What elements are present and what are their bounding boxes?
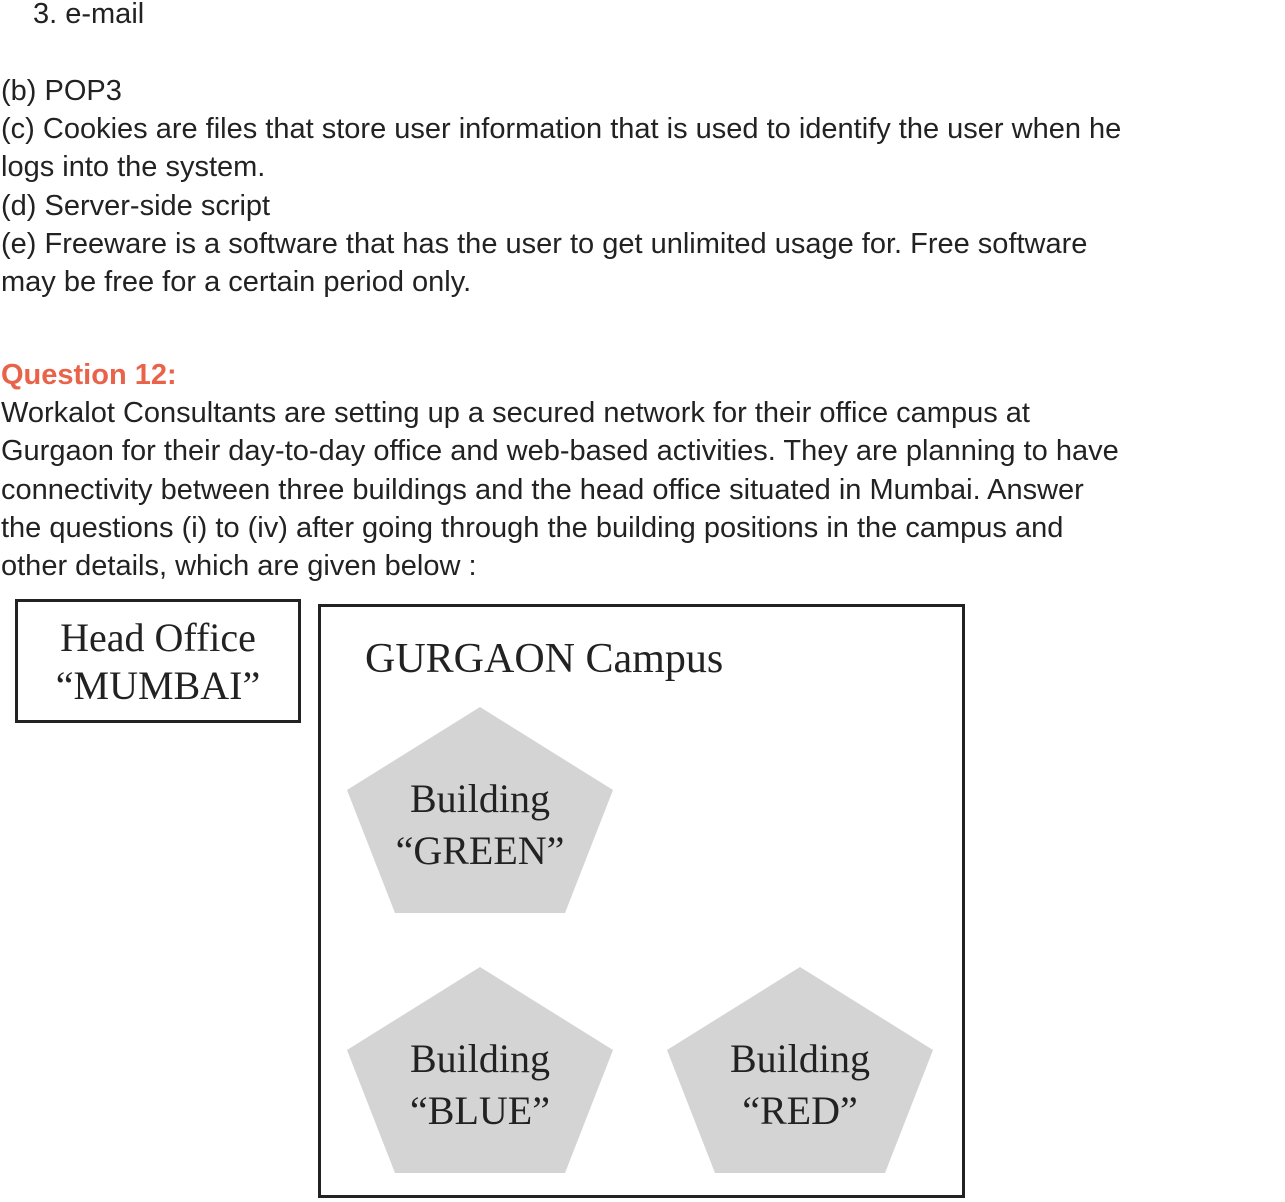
head-office-city: “MUMBAI” xyxy=(55,663,261,708)
building-label: Building xyxy=(409,776,551,821)
head-office-box xyxy=(15,599,301,723)
building-label: Building xyxy=(409,1036,551,1081)
answer-line: (e) Freeware is a software that has the user to get unlimited usage for. Free software xyxy=(1,228,1088,260)
answer-line: logs into the system. xyxy=(1,151,266,183)
question-heading: Question 12: xyxy=(1,359,177,391)
campus-title: GURGAON Campus xyxy=(365,636,724,682)
building-name: “RED” xyxy=(742,1088,858,1133)
head-office-label: Head Office xyxy=(60,615,256,660)
answer-line: may be free for a certain period only. xyxy=(1,266,472,298)
answer-line: (c) Cookies are files that store user information that is used to identify the user when he xyxy=(1,113,1122,145)
question-text: other details, which are given below : xyxy=(1,550,477,582)
question-text: Gurgaon for their day-to-day office and web-based activities. They are planning to have xyxy=(1,435,1119,467)
answer-line: (b) POP3 xyxy=(1,75,122,107)
building-name: “GREEN” xyxy=(395,828,565,873)
question-text: connectivity between three buildings and the head office situated in Mumbai. Answer xyxy=(1,474,1084,506)
answer-line: (d) Server-side script xyxy=(1,190,271,222)
question-text: the questions (i) to (iv) after going through the building positions in the campus and xyxy=(1,512,1064,544)
building-label: Building xyxy=(729,1036,871,1081)
building-green xyxy=(345,705,615,915)
question-text: Workalot Consultants are setting up a secured network for their office campus at xyxy=(1,397,1030,429)
building-red xyxy=(665,965,935,1175)
building-blue xyxy=(345,965,615,1175)
answer-line: 3. e-mail xyxy=(33,0,145,30)
building-name: “BLUE” xyxy=(410,1088,550,1133)
